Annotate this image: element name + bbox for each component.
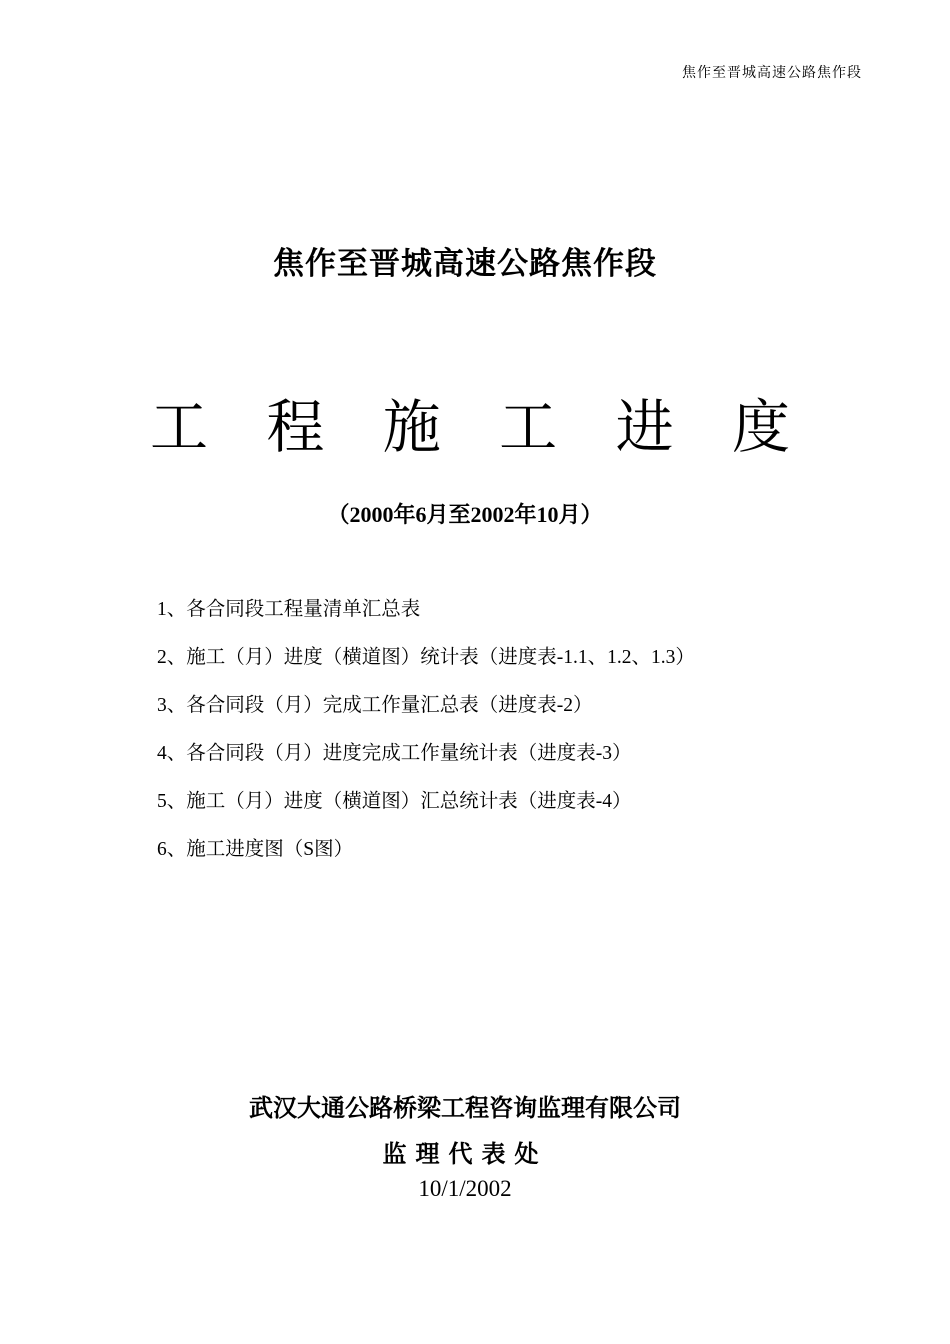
- office-name: 监理代表处: [382, 1140, 548, 1168]
- main-title-char: 度: [731, 393, 790, 461]
- contents-item: 6、施工进度图（S图）: [157, 839, 354, 860]
- contents-item: 5、施工（月）进度（横道图）汇总统计表（进度表-4）: [157, 791, 632, 812]
- contents-item: 2、施工（月）进度（横道图）统计表（进度表-1.1、1.2、1.3）: [157, 647, 695, 668]
- contents-item: 4、各合同段（月）进度完成工作量统计表（进度表-3）: [157, 743, 632, 764]
- running-header: 焦作至晋城高速公路焦作段: [682, 65, 862, 81]
- document-date: 10/1/2002: [418, 1176, 512, 1201]
- contents-list: [157, 595, 695, 883]
- main-title-char: 工: [499, 393, 558, 461]
- main-title-char: 程: [266, 393, 325, 461]
- contents-item: 3、各合同段（月）完成工作量汇总表（进度表-2）: [157, 695, 593, 716]
- project-title: 焦作至晋城高速公路焦作段: [273, 246, 657, 282]
- company-name: 武汉大通公路桥梁工程咨询监理有限公司: [249, 1094, 681, 1122]
- main-title-char: 施: [382, 393, 441, 461]
- main-title-char: 进: [615, 393, 674, 461]
- contents-item: 1、各合同段工程量清单汇总表: [157, 599, 421, 620]
- main-title-char: 工: [150, 393, 209, 461]
- main-title: [150, 380, 790, 464]
- date-range: （2000年6月至2002年10月）: [327, 502, 603, 527]
